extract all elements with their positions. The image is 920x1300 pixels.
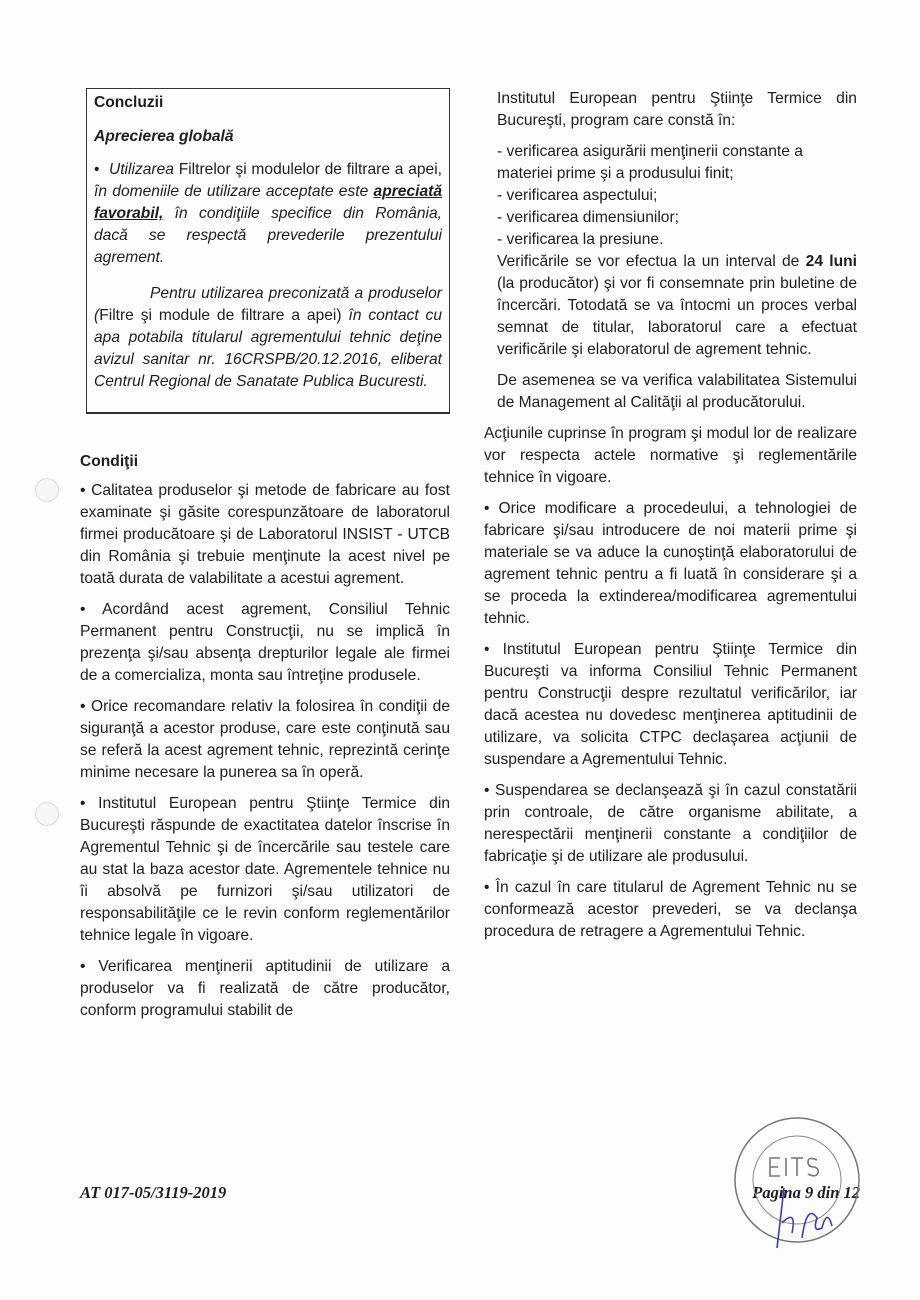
- paragraph: Acţiunile cuprinse în program şi modul lor de realizare vor respecta actele normative şi reglementările tehnice în vigoare.: [484, 425, 857, 486]
- text: (la producător) şi vor fi consemnate prin buletine de încercări. Totodată se va întocmi un proces verbal semnat de titular, laboratorul care a efectuat verificările şi elaboratorul de agrement tehnic.: [497, 275, 857, 358]
- conclusions-subtitle: Aprecierea globală: [94, 128, 234, 145]
- text: Verificările se vor efectua la un interval de: [497, 253, 806, 270]
- text: în domeniile de utilizare acceptate este: [94, 183, 374, 200]
- text: 24 luni: [805, 253, 857, 270]
- text: în contact cu apa potabila titularul agrementului tehnic deţine avizul sanitar nr. 16CRSPB/20.12.2016, eliberat Centrul Regional de Sanatate Publica Bucuresti.: [94, 307, 443, 390]
- list-item: - verificarea dimensiunilor;: [497, 209, 679, 226]
- conclusions-title: Concluzii: [94, 94, 164, 111]
- program-list: [497, 141, 857, 251]
- text: Filtre şi module de filtrare a apei): [99, 307, 349, 324]
- right-column: [484, 88, 857, 952]
- paragraph: • În cazul în care titularul de Agrement Tehnic nu se conformează acestor prevederi, se va declanşa procedura de retragere a Agrementului Tehnic.: [484, 879, 857, 940]
- footer: [80, 1182, 860, 1204]
- paragraph: • Suspendarea se declanşează şi în cazul constatării prin controale, de către organisme abilitate, a nerespectării menţinerii constante a condiţiilor de fabricaţie şi de utilizare ale produsului.: [484, 782, 857, 865]
- conclusions-paragraph: [94, 283, 442, 393]
- page-number: Pagina 9 din 12: [752, 1183, 860, 1202]
- conditions-paragraph: • Verificarea menţinerii aptitudinii de utilizare a produselor va fi realizată de către producător, conform programului stabilit de: [80, 958, 450, 1019]
- program-intro: Institutul European pentru Ştiinţe Termice din Bucureşti, program care constă în:: [497, 90, 857, 129]
- text: Pentru utilizarea preconizată a produselor (: [94, 285, 442, 324]
- list-item: - verificarea la presiune.: [497, 231, 664, 248]
- left-column: [80, 88, 450, 1031]
- conditions-title: Condiţii: [80, 453, 139, 470]
- list-item: - verificarea asigurării menţinerii constante a materiei prime şi a produsului finit;: [497, 143, 803, 182]
- verification-paragraph: [497, 251, 857, 361]
- conclusions-box: [86, 88, 450, 414]
- conditions-paragraph: • Institutul European pentru Ştiinţe Termice din Bucureşti răspunde de exactitatea datelor înscrise în Agrementul Tehnic şi de încercările sau testele care au stat la baza acestor date. Agrementele tehnice nu îi absolvă pe furnizori şi/sau utilizatori de responsabilităţile ce le revin conform reglementărilor tehnice legale în vigoare.: [80, 795, 450, 944]
- text: Filtrelor şi modulelor de filtrare a apei,: [173, 161, 443, 178]
- text: Utilizarea: [108, 161, 174, 178]
- conclusions-paragraph: • Utilizarea Filtrelor şi modulelor de filtrare a apei, în domeniile de utilizare acceptate este apreciată favorabil, în condiţiile specifice din România, dacă se respectă prevederile prezentului agrement.: [94, 161, 443, 266]
- paragraph: De asemenea se va verifica valabilitatea Sistemului de Management al Calităţii al producătorului.: [497, 372, 857, 411]
- paragraph: • Institutul European pentru Ştiinţe Termice din Bucureşti va informa Consiliul Tehnic Permanent pentru Construcţii despre rezultatul verificărilor, iar dacă acestea nu dovedesc menţinerea aptitudinii de utilizare, va solicita CTPC declaşarea acţiunii de suspendare a Agrementului Tehnic.: [484, 641, 857, 768]
- conditions-paragraph: • Orice recomandare relativ la folosirea în condiţii de siguranţă a acestor produse, care este conţinută sau se referă la acest agrement tehnic, reprezintă cerinţe minime necesare la punerea sa în operă.: [80, 698, 450, 781]
- list-item: - verificarea aspectului;: [497, 187, 658, 204]
- text: apreciată favorabil,: [94, 183, 442, 222]
- text: în condiţiile specifice din România, dacă se respectă prevederile prezentului agrement.: [94, 205, 442, 266]
- columns: [0, 88, 920, 1170]
- conditions-paragraph: • Acordând acest agrement, Consiliul Tehnic Permanent pentru Construcţii, nu se implică în prezenţa şi/sau absenţa drepturilor legale ale firmei de a comercializa, monta sau întreţine produsele.: [80, 601, 450, 684]
- paragraph: • Orice modificare a procedeului, a tehnologiei de fabricare şi/sau introducere de noi materii prime şi materiale se va aduce la cunoştinţă elaboratorului de agrement tehnic pentru a fi luată în considerare şi a se proceda la extinderea/modificarea agrementului tehnic.: [484, 500, 857, 627]
- conditions-paragraph: • Calitatea produselor şi metode de fabricare au fost examinate şi găsite corespunzătoare de laboratorul firmei producătoare şi de Laboratorul INSIST - UTCB din România şi trebuie menţinute la acest nivel pe toată durata de valabilitate a acestui agrement.: [80, 482, 450, 587]
- document-code: AT 017-05/3119-2019: [80, 1183, 227, 1202]
